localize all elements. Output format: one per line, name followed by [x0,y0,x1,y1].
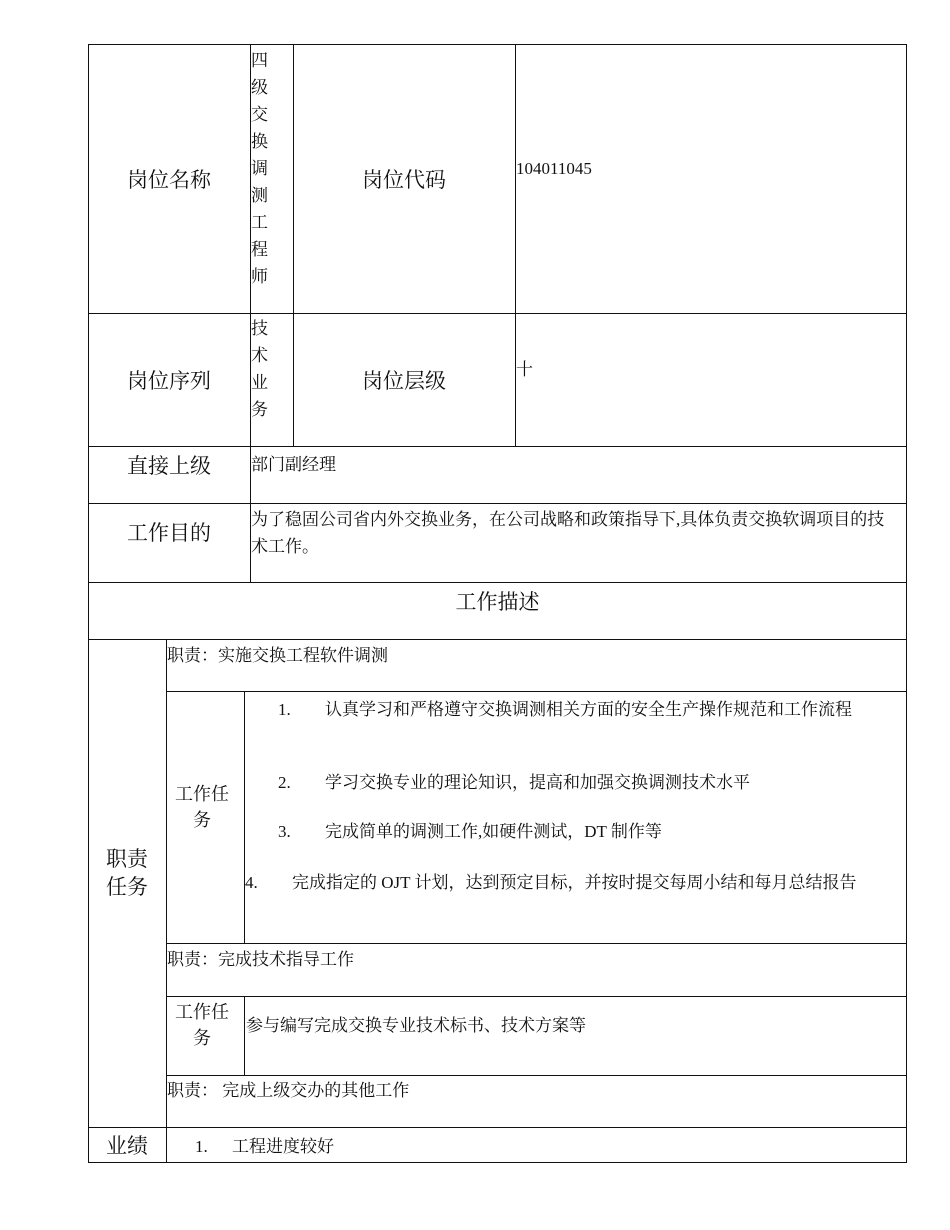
post-series-label: 岗位序列 [127,368,211,393]
duty-divider [166,996,907,997]
task-number: 3. [278,822,291,841]
task-label: 工作任务 [175,784,229,830]
post-level-value: 十 [516,360,533,379]
purpose-label: 工作目的 [127,520,211,545]
duty-title: 职责：实施交换工程软件调测 [167,646,388,665]
task-item [278,698,888,722]
task-item [278,771,888,795]
description-title: 工作描述 [455,590,540,614]
task-text: 认真学习和严格遵守交换调测相关方面的安全生产操作规范和工作流程 [325,700,852,719]
task-label: 工作任务 [175,1002,229,1048]
task-item [278,820,888,844]
column-divider [244,691,245,943]
task-text: 完成指定的 OJT 计划，达到预定目标，并按时提交每周小结和每月总结报告 [292,873,857,892]
post-code-value: 104011045 [516,159,592,178]
post-series-value: 技术业务 [251,319,268,419]
column-divider [244,996,245,1075]
task-number: 4. [245,873,258,892]
row-divider [88,1127,907,1128]
purpose-value: 为了稳固公司省内外交换业务，在公司战略和政策指导下,具体负责交换软调项目的技术工作。 [251,510,885,556]
duty-title: 职责： 完成上级交办的其他工作 [167,1081,410,1100]
performance-item [195,1135,795,1159]
column-divider [515,44,516,446]
duty-title: 职责：完成技术指导工作 [167,950,354,969]
post-name-value: 四级交换调测工程师 [251,51,268,286]
post-code-label: 岗位代码 [362,167,446,192]
table-border-bottom [88,1162,907,1163]
duties-section-label: 职责任务 [106,847,148,899]
performance-text: 工程进度较好 [232,1137,334,1156]
performance-number: 1. [195,1137,208,1156]
performance-label: 业绩 [106,1133,148,1158]
superior-value: 部门副经理 [251,455,336,474]
duty-divider [166,1075,907,1076]
post-name-label: 岗位名称 [127,167,211,192]
task-number: 2. [278,773,291,792]
row-divider [88,639,907,640]
duty-divider [166,691,907,692]
task-item [245,871,897,895]
superior-label: 直接上级 [127,454,211,478]
duty-divider [166,943,907,944]
task-text: 参与编写完成交换专业技术标书、技术方案等 [246,1016,586,1035]
post-level-label: 岗位层级 [362,368,446,393]
task-number: 1. [278,700,291,719]
task-text: 学习交换专业的理论知识，提高和加强交换调测技术水平 [325,773,750,792]
task-text: 完成简单的调测工作,如硬件测试，DT 制作等 [325,822,662,841]
